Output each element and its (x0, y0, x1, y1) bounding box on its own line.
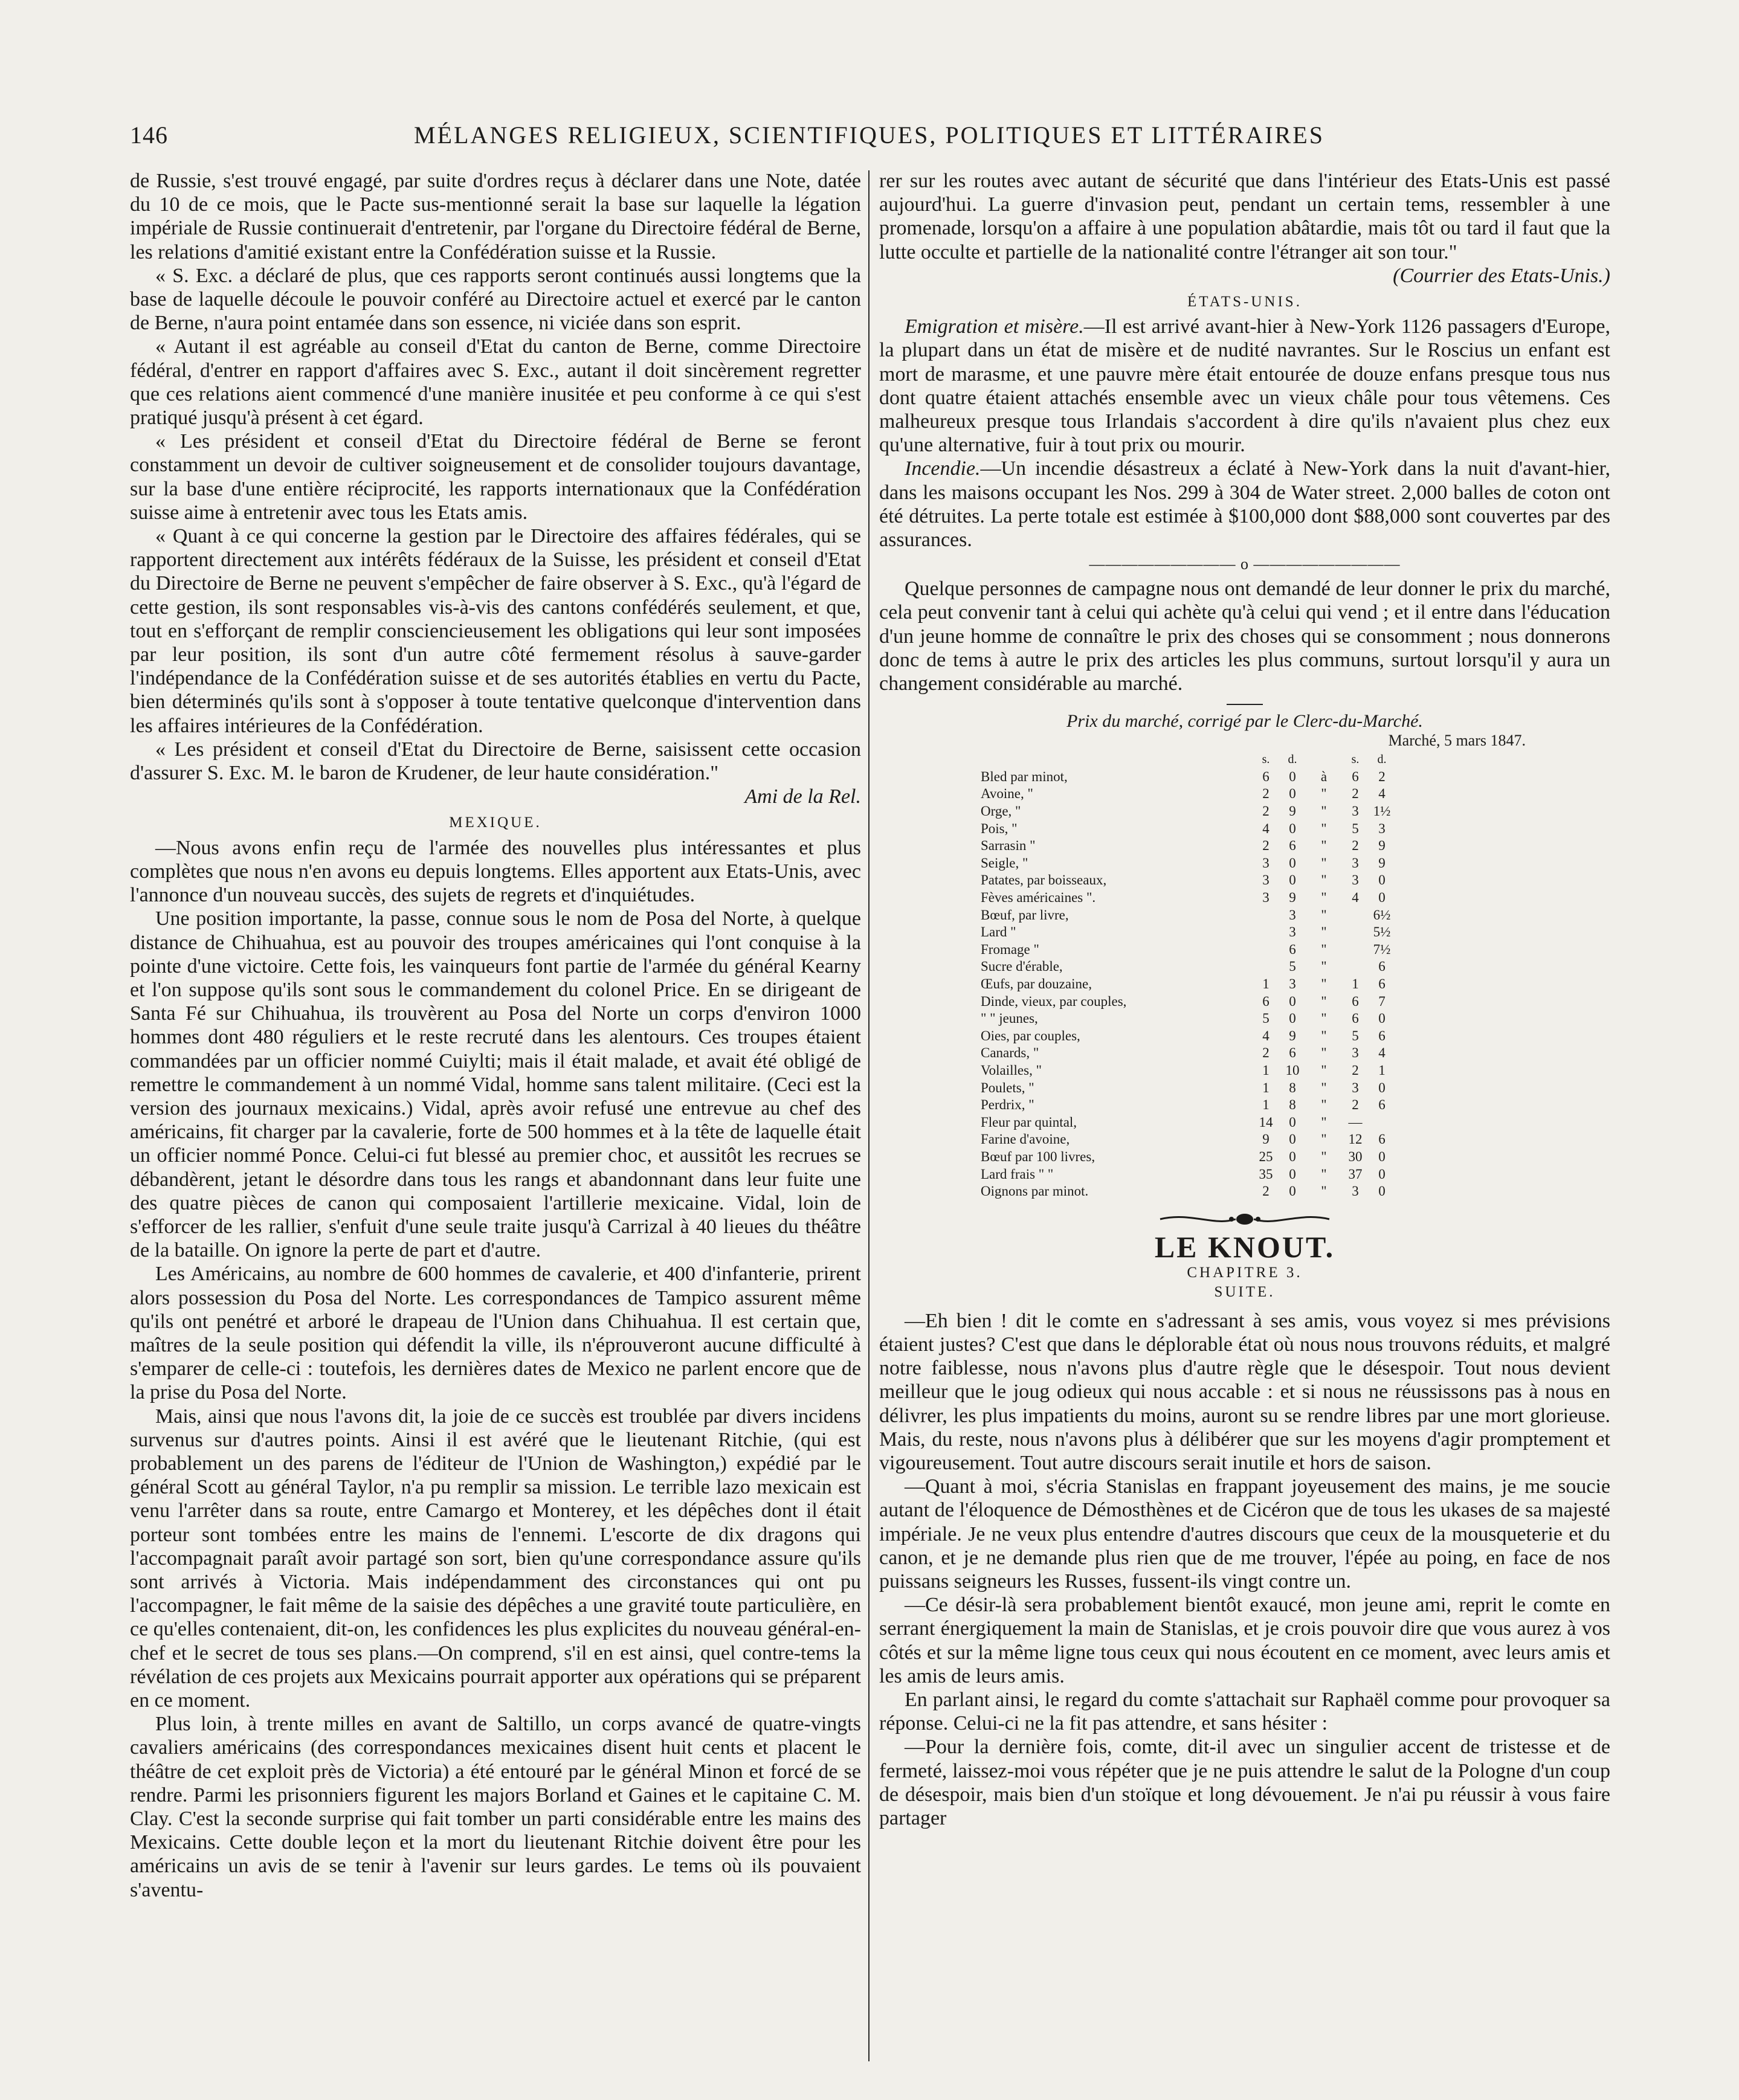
price-high-shillings: 6 (1352, 768, 1359, 784)
section-heading-mexique: MEXIQUE. (449, 814, 542, 831)
price-range-separator: " (1321, 890, 1327, 906)
price-range-separator: " (1321, 1080, 1327, 1095)
price-range-separator: " (1321, 804, 1327, 819)
running-head (130, 121, 1622, 157)
price-table-caption: Prix du marché, corrigé par le Clerc-du-Marché. (1066, 711, 1423, 732)
swiss-paragraph: « Autant il est agréable au conseil d'Etat du canton de Berne, comme Directoire fédéral, d'entrer en rapport d'affaires avec S. Exc., autant il doit sincèrement regretter que ces relations aient commencé d'une manière inusitée et peu conforme à ce qui s'est pratiqué jusqu'à présent à cet égard. (130, 335, 861, 430)
price-low-shillings: 2 (1262, 1184, 1270, 1199)
price-range-separator: " (1321, 924, 1327, 940)
fire-text: —Un incendie désastreux a éclaté à New-York dans la nuit d'avant-hier, dans les maisons occupant les Nos. 299 à 304 de Water street. 2,000 balles de coton ont été détruites. La perte totale est estimée à $100,000 dont $88,000 sont couvertes par des assurances. (879, 457, 1610, 552)
price-low-shillings: 25 (1259, 1148, 1273, 1164)
market-price-table (981, 751, 1395, 1200)
right-column (879, 169, 1610, 2072)
price-high-pence: 2 (1378, 768, 1386, 784)
price-low-pence: 9 (1289, 804, 1296, 819)
price-low-pence: 0 (1289, 768, 1296, 784)
price-row (981, 1062, 1395, 1080)
price-row (981, 889, 1395, 907)
price-low-pence: 0 (1289, 1132, 1296, 1147)
price-item: " " jeunes, (981, 1011, 1038, 1026)
price-table-date: Marché, 5 mars 1847. (1388, 732, 1526, 750)
price-high-shillings: 3 (1352, 1184, 1359, 1199)
fire-title: Incendie. (905, 457, 981, 480)
flourish-icon (1154, 1210, 1335, 1228)
price-high-shillings (1342, 958, 1369, 976)
price-low-shillings: 3 (1262, 872, 1270, 888)
price-low-pence: 0 (1289, 1114, 1296, 1130)
price-high-pence: 4 (1378, 1045, 1386, 1061)
price-high-pence: 6 (1378, 1132, 1386, 1147)
price-low-pence: 0 (1289, 786, 1296, 802)
story-paragraph: —Quant à moi, s'écria Stanislas en frappant joyeusement des mains, je me soucie autant de l'éloquence de Démosthènes et de Cicéron que de tous les ukases de sa majesté impériale. Je ne veux plus entendre d'autres discours que ceux de la mousqueterie et du canon, et je ne demande plus rien que de me trouver, l'épée au poing, en face de nos puissans seigneurs les Russes, fussent-ils vingt contre un. (879, 1475, 1610, 1593)
price-low-shillings: 1 (1262, 1097, 1270, 1113)
separator-mark: o (1241, 555, 1249, 573)
price-low-shillings: 1 (1262, 1080, 1270, 1095)
price-item: Lard " (981, 924, 1016, 940)
price-item: Sucre d'érable, (981, 959, 1063, 974)
price-high-shillings: 12 (1348, 1132, 1363, 1147)
price-row (981, 872, 1395, 889)
story-paragraph: —Eh bien ! dit le comte en s'adressant à ses amis, vous voyez si mes prévisions étaient justes? C'est que dans le déplorable état où nous nous trouvons réduits, et malgré notre faiblesse, nous n'avons plus d'autre règle que le désespoir. Tout nous devient meilleur que le joug odieux qui nous accable : et si nous ne réussissons pas à nous en délivrer, les plus impatients du moins, auront su se rendre libres par une mort glorieuse. Mais, du reste, nous n'avons plus à délibérer que sur les moyens d'agir promptement et vigoureusement. Tout autre discours serait inutile et hors de saison. (879, 1309, 1610, 1474)
price-item: Bœuf par 100 livres, (981, 1148, 1095, 1164)
price-row (981, 837, 1395, 855)
price-high-pence: 7½ (1373, 941, 1391, 957)
pence-header: d. (1377, 753, 1387, 767)
price-low-pence: 6 (1289, 1045, 1296, 1061)
price-low-shillings: 2 (1262, 804, 1270, 819)
mexico-paragraph: —Nous avons enfin reçu de l'armée des nouvelles plus intéressantes et plus complètes que nous n'en avons eu depuis longtems. Elles apportent aux Etats-Unis, avec l'annonce d'un nouveau succès, des sujets de regrets et d'inquiétudes. (130, 836, 861, 907)
source-signature: Ami de la Rel. (744, 785, 861, 808)
story-chapter: CHAPITRE 3. (1187, 1264, 1303, 1281)
price-range-separator: " (1321, 907, 1327, 923)
price-low-shillings: 2 (1262, 1045, 1270, 1061)
price-high-pence: 9 (1378, 838, 1386, 854)
price-range-separator: " (1321, 1166, 1327, 1182)
price-low-pence: 6 (1289, 941, 1296, 957)
price-low-pence: 5 (1289, 959, 1296, 974)
price-low-pence: 3 (1289, 907, 1296, 923)
price-range-separator: " (1321, 941, 1327, 957)
mexico-paragraph: Une position importante, la passe, connue sous le nom de Posa del Norte, à quelque distance de Chihuahua, est au pouvoir des troupes américaines qui l'ont conquise à la pointe d'une victoire. Cette fois, les vainqueurs font partie de l'armée du général Kearny et l'on suppose qu'ils sont sous le commandement du colonel Price. En se dirigeant de Santa Fé sur Chihuahua, ils trouvèrent au Posa del Norte un corps d'environ 1000 hommes dont 480 réguliers et le reste recruté dans les alentours. Ces troupes étaient commandées par un officier nommé Cuiylti; mais il était malade, et avait été obligé de remettre le commandement à un nommé Vidal, homme sans talent militaire. (Ceci est la version des journaux mexicains.) Vidal, après avoir refusé une entrevue au chef des américains, fit charger par la cavalerie, forte de 500 hommes et à la tête de laquelle était un officier nommé Ponce. Celui-ci fut blessé au premier choc, et aussitôt les recrues se débandèrent, jetant le désordre dans tous les rangs et abandonnant dans leur fuite une des quatre pièces de canon qui composaient l'artillerie mexicaine. Vidal, loin de s'efforcer de les rallier, s'enfuit d'une seule traite jusqu'à Carrizal à 40 lieues du théâtre de la bataille. On ignore la perte de part et d'autre. (130, 907, 861, 1262)
price-high-pence: 3 (1378, 820, 1386, 836)
price-row (981, 1166, 1395, 1184)
price-high-shillings: 3 (1352, 804, 1359, 819)
price-item: Bœuf, par livre, (981, 907, 1069, 923)
price-high-shillings: 5 (1352, 1028, 1359, 1043)
swiss-paragraph: « Quant à ce qui concerne la gestion par le Directoire des affaires fédérales, qui se rapportent directement aux intérêts fédéraux de la Suisse, les président et conseil d'Etat du Directoire de Berne ne peuvent s'empêcher de faire observer à S. Exc., qu'à l'égard de cette gestion, ils sont responsables vis-à-vis des cantons confédérés seulement, et que, tout en s'efforçant de remplir consciencieusement les obligations qui leur sont imposées par leur position, ils sont d'un autre côté fermement résolus à sauve-garder l'indépendance de la Confédération suisse et de ses autorités établies en vertu du Pacte, bien déterminés qu'ils sont à s'opposer à toute tentative quelconque d'intervention dans les affaires intérieures de la Confédération. (130, 525, 861, 737)
price-item: Œufs, par douzaine, (981, 976, 1092, 991)
price-high-shillings: 3 (1352, 1045, 1359, 1061)
price-low-pence: 9 (1289, 1028, 1296, 1043)
price-row (981, 1080, 1395, 1097)
price-high-shillings: 3 (1352, 1080, 1359, 1095)
price-row (981, 820, 1395, 838)
price-range-separator: " (1321, 1184, 1327, 1199)
fire-paragraph (879, 457, 1610, 552)
price-high-shillings (1342, 907, 1369, 924)
publication-title: MÉLANGES RELIGIEUX, SCIENTIFIQUES, POLITIQUES ET LITTÉRAIRES (414, 121, 1324, 149)
price-row (981, 1028, 1395, 1045)
price-low-pence: 3 (1289, 924, 1296, 940)
price-item: Farine d'avoine, (981, 1132, 1070, 1147)
short-rule (1227, 704, 1263, 705)
price-row (981, 803, 1395, 820)
price-item: Sarrasin " (981, 838, 1036, 854)
price-row (981, 993, 1395, 1011)
mexico-paragraph: Plus loin, à trente milles en avant de Saltillo, un corps avancé de quatre-vingts cavaliers américains (des correspondances mexicaines disent huit cents et placent le théâtre de cet exploit près de Victoria) a été entouré par le général Minon et forcé de se rendre. Parmi les prisonniers figurent les majors Borland et Gaines et le capitaine C. M. Clay. C'est la seconde surprise qui fait tomber un parti considérable entre les mains des Mexicains. Cette double leçon et la mort du lieutenant Ritchie doivent être pour les américains un avis de se tenir à l'avenir sur leurs gardes. Le tems où ils pouvaient s'aventu- (130, 1713, 861, 1901)
story-suite: SUITE. (1214, 1283, 1276, 1300)
price-low-shillings: 35 (1259, 1166, 1273, 1182)
price-low-shillings: 1 (1262, 1062, 1270, 1078)
price-row (981, 1114, 1395, 1132)
price-high-pence: 6 (1378, 1028, 1386, 1043)
price-high-shillings: 3 (1352, 872, 1359, 888)
price-low-pence: 0 (1289, 993, 1296, 1009)
price-low-shillings (1253, 907, 1279, 924)
price-item: Dinde, vieux, par couples, (981, 993, 1127, 1009)
price-item: Pois, " (981, 820, 1018, 836)
price-high-shillings (1342, 924, 1369, 941)
price-range-separator: " (1321, 1114, 1327, 1130)
price-item: Orge, " (981, 804, 1021, 819)
price-high-pence: 6 (1378, 959, 1386, 974)
price-high-pence: 1½ (1373, 804, 1391, 819)
price-item: Oies, par couples, (981, 1028, 1080, 1043)
price-high-shillings: 2 (1352, 838, 1359, 854)
swiss-paragraph: « Les président et conseil d'Etat du Directoire fédéral de Berne se feront constamment un devoir de cultiver soigneusement et de consolider toujours davantage, sur la base d'une entière réciprocité, les rapports internationaux que la Confédération suisse aime à entretenir avec tous les Etats amis. (130, 430, 861, 524)
price-low-pence: 10 (1285, 1062, 1300, 1078)
price-high-pence: 6 (1378, 1097, 1386, 1113)
price-low-shillings: 1 (1262, 976, 1270, 991)
price-high-shillings: 30 (1348, 1148, 1363, 1164)
price-row (981, 768, 1395, 786)
swiss-paragraph: « Les président et conseil d'Etat du Directoire de Berne, saisissent cette occasion d'assurer S. Exc. M. le baron de Krudener, de leur haute considération." (130, 738, 861, 785)
price-low-pence: 8 (1289, 1080, 1296, 1095)
market-intro-paragraph: Quelque personnes de campagne nous ont demandé de leur donner le prix du marché, cela peut convenir tant à celui qui achète qu'à celui qui vend ; et il entre dans l'éducation d'un jeune homme de connaître le prix des choses qui se consomment ; nous donnerons donc de tems à autre le prix des articles les plus communs, surtout lorsqu'il y aura un changement considérable au marché. (879, 578, 1610, 695)
price-high-pence: 6½ (1373, 907, 1391, 923)
price-high-pence: 9 (1378, 855, 1386, 871)
price-item: Lard frais " " (981, 1166, 1054, 1182)
price-high-pence: 7 (1378, 993, 1386, 1009)
price-item: Seigle, " (981, 855, 1028, 871)
price-row (981, 941, 1395, 959)
price-high-pence: 0 (1378, 872, 1386, 888)
emigration-title: Emigration et misère. (905, 315, 1084, 338)
price-range-separator: " (1321, 820, 1327, 836)
price-low-shillings: 3 (1262, 890, 1270, 906)
section-heading-etats-unis: ÉTATS-UNIS. (1187, 294, 1302, 311)
price-row (981, 1183, 1395, 1200)
story-title: LE KNOUT. (1154, 1229, 1335, 1264)
price-low-shillings: 5 (1262, 1011, 1270, 1026)
price-row (981, 855, 1395, 872)
story-paragraph: —Ce désir-là sera probablement bientôt exaucé, mon jeune ami, reprit le comte en serrant énergiquement la main de Stanislas, et je crois pouvoir dire que vous aurez à vos côtés et sur la même ligne tous ceux qui nous écoutent en ce moment, avec leurs amis et les amis de leurs amis. (879, 1594, 1610, 1687)
price-range-separator: " (1321, 959, 1327, 974)
price-high-shillings: 6 (1352, 1011, 1359, 1026)
price-high-shillings: 2 (1352, 1097, 1359, 1113)
swiss-paragraph: de Russie, s'est trouvé engagé, par suite d'ordres reçus à déclarer dans une Note, datée du 10 de ce mois, que le Pacte sus-mentionné serait la base sur laquelle la légation impériale de Russie continuerait d'entretenir, par l'organe du Directoire fédéral de Berne, les relations d'amitié existant entre la Confédération suisse et la Russie. (130, 170, 861, 263)
price-low-shillings: 6 (1262, 768, 1270, 784)
price-high-shillings: — (1348, 1114, 1363, 1130)
price-low-pence: 8 (1289, 1097, 1296, 1113)
price-low-pence: 0 (1289, 1011, 1296, 1026)
mexico-paragraph: Les Américains, au nombre de 600 hommes de cavalerie, et 400 d'infanterie, prirent alors possession du Posa del Norte. Les correspondances de Tampico assurent même qu'ils ont penétré et arboré le drapeau de l'Union dans Chihuahua. Il est certain que, maîtres de la seule position qui défendit la ville, ils n'éprouveront aucune difficulté à s'emparer de celle-ci : toutefois, les dernières dates de Mexico ne parlent encore que de la prise du Posa del Norte. (130, 1263, 861, 1404)
left-column (130, 169, 861, 2072)
price-item: Fromage " (981, 941, 1039, 957)
price-low-shillings: 4 (1262, 1028, 1270, 1043)
price-range-separator: " (1321, 1132, 1327, 1147)
price-row (981, 976, 1395, 993)
price-row (981, 1045, 1395, 1062)
price-row (981, 924, 1395, 941)
price-high-shillings: 6 (1352, 993, 1359, 1009)
story-paragraph: En parlant ainsi, le regard du comte s'attachait sur Raphaël comme pour provoquer sa réponse. Celui-ci ne la fit pas attendre, et sans hésiter : (879, 1688, 1610, 1735)
price-item: Volailles, " (981, 1062, 1042, 1078)
continued-paragraph: rer sur les routes avec autant de sécurité que dans l'intérieur des Etats-Unis est passé aujourd'hui. La guerre d'invasion peut, pendant un certain tems, ressembler à une promenade, lorsqu'on a affaire à une population abâtardie, mais tôt ou tard il faut que la lutte occulte et partielle de la nationalité contre l'étranger ait son tour." (879, 170, 1610, 263)
shilling-header: s. (1351, 753, 1360, 767)
price-range-separator: " (1321, 1148, 1327, 1164)
price-low-pence: 0 (1289, 820, 1296, 836)
price-row (981, 785, 1395, 803)
price-low-pence: 0 (1289, 855, 1296, 871)
story-paragraph: —Pour la dernière fois, comte, dit-il avec un singulier accent de tristesse et de fermeté, laissez-moi vous répéter que je ne puis attendre le salut de la Pologne d'un coup de désespoir, mais bien d'un stoïque et long dévouement. Je n'ai pu réussir à vous faire partager (879, 1736, 1610, 1829)
price-low-shillings: 9 (1262, 1132, 1270, 1147)
shilling-header: s. (1262, 753, 1270, 767)
price-row (981, 907, 1395, 924)
price-high-pence: 0 (1378, 1148, 1386, 1164)
price-range-separator: " (1321, 838, 1327, 854)
price-item: Perdrix, " (981, 1097, 1034, 1113)
price-range-separator: " (1321, 993, 1327, 1009)
price-high-shillings (1342, 941, 1369, 959)
pence-header: d. (1288, 753, 1297, 767)
price-low-pence: 6 (1289, 838, 1296, 854)
price-high-pence: 0 (1378, 1080, 1386, 1095)
source-signature: (Courrier des Etats-Unis.) (1393, 264, 1610, 287)
price-high-pence: 0 (1378, 1011, 1386, 1026)
price-range-separator: " (1321, 855, 1327, 871)
price-high-shillings: 5 (1352, 820, 1359, 836)
section-separator: ————————— o ————————— (1089, 555, 1401, 573)
emigration-paragraph (879, 315, 1610, 457)
price-high-shillings: 2 (1352, 786, 1359, 802)
price-low-shillings (1253, 958, 1279, 976)
price-low-pence: 0 (1289, 1148, 1296, 1164)
price-low-pence: 0 (1289, 1166, 1296, 1182)
price-range-separator: à (1320, 768, 1328, 784)
price-low-pence: 0 (1289, 1184, 1296, 1199)
price-row (981, 958, 1395, 976)
price-row (981, 1010, 1395, 1028)
price-range-separator: " (1321, 1028, 1327, 1043)
price-table-header (981, 751, 1395, 768)
decorative-ornament (879, 1210, 1610, 1228)
price-low-shillings: 6 (1262, 993, 1270, 1009)
price-low-shillings: 2 (1262, 838, 1270, 854)
price-item: Fèves américaines ". (981, 890, 1096, 906)
price-low-shillings (1253, 941, 1279, 959)
price-low-pence: 9 (1289, 890, 1296, 906)
price-low-pence: 3 (1289, 976, 1296, 991)
price-item: Canards, " (981, 1045, 1039, 1061)
price-item: Avoine, " (981, 786, 1033, 802)
price-high-pence: 6 (1378, 976, 1386, 991)
price-high-pence: 0 (1378, 1184, 1386, 1199)
price-high-pence: 5½ (1373, 924, 1391, 940)
price-item: Fleur par quintal, (981, 1114, 1077, 1130)
price-table-body (981, 768, 1395, 1200)
price-range-separator: " (1321, 1045, 1327, 1061)
price-high-shillings: 3 (1352, 855, 1359, 871)
price-low-shillings: 2 (1262, 786, 1270, 802)
price-high-pence: 0 (1378, 1166, 1386, 1182)
price-low-pence: 0 (1289, 872, 1296, 888)
price-high-shillings: 4 (1352, 890, 1359, 906)
price-range-separator: " (1321, 1011, 1327, 1026)
column-divider (868, 170, 870, 2061)
price-item: Patates, par boisseaux, (981, 872, 1107, 888)
price-low-shillings: 14 (1259, 1114, 1273, 1130)
price-row (981, 1097, 1395, 1114)
price-item: Bled par minot, (981, 768, 1068, 784)
price-row (981, 1131, 1395, 1148)
price-range-separator: " (1321, 1062, 1327, 1078)
price-row (981, 1148, 1395, 1166)
price-low-shillings: 3 (1262, 855, 1270, 871)
price-range-separator: " (1321, 976, 1327, 991)
mexico-paragraph: Mais, ainsi que nous l'avons dit, la joie de ce succès est troublée par divers incidens survenus sur d'autres points. Ainsi il est avéré que le lieutenant Ritchie, (qui est probablement un des parens de l'éditeur de l'Union de Washington,) expédié par le général Scott au général Taylor, n'a pu remplir sa mission. Le terrible lazo mexicain est venu l'arrêter dans sa route, entre Camargo et Monterey, et les dépêches dont il était porteur sont tombées entre les mains de l'ennemi. L'escorte de dix dragons qui l'accompagnait paraît avoir partagé son sort, bien qu'une correspondance assure qu'ils sont arrivés à Victoria. Mais indépendamment des circonstances qui ont pu l'accompagner, le fait même de la saisie des dépêches a une gravité toute particulière, en ce qu'elles contenaient, dit-on, les confidences les plus explicites du nouveau général-en-chef et le secret de tous ses plans.—On comprend, s'il en est ainsi, quel contre-tems la révélation de ces projets aux Mexicains pourrait apporter aux opérations qui se préparent en ce moment. (130, 1405, 861, 1712)
price-low-shillings (1253, 924, 1279, 941)
price-high-pence: 0 (1378, 890, 1386, 906)
page-number: 146 (130, 121, 168, 149)
price-low-shillings: 4 (1262, 820, 1270, 836)
price-high-shillings: 1 (1352, 976, 1359, 991)
price-range-separator: " (1321, 1097, 1327, 1113)
price-high-pence (1369, 1114, 1395, 1132)
swiss-paragraph: « S. Exc. a déclaré de plus, que ces rapports seront continués aussi longtems que la base de laquelle découle le pouvoir conféré au Directoire actuel et exercé par le canton de Berne, n'aura point entamée dans son essence, ni viciée dans son esprit. (130, 264, 861, 335)
price-item: Poulets, " (981, 1080, 1034, 1095)
price-item: Oignons par minot. (981, 1184, 1089, 1199)
price-range-separator: " (1321, 872, 1327, 888)
price-high-shillings: 2 (1352, 1062, 1359, 1078)
price-range-separator: " (1321, 786, 1327, 802)
emigration-text: —Il est arrivé avant-hier à New-York 1126 passagers d'Europe, la plupart dans un état de misère et de nudité navrantes. Sur le Roscius un enfant est mort de marasme, et une pauvre mère était entourée de douze enfans presque tous nus dont quatre étaient attachés ensemble avec un vieux châle pour tous vêtemens. Ces malheureux presque tous Irlandais s'accordent à dire qu'ils n'avaient plus chez eux qu'une alternative, fuir à tout prix ou mourir. (879, 315, 1610, 457)
price-high-shillings: 37 (1348, 1166, 1363, 1182)
price-high-pence: 4 (1378, 786, 1386, 802)
price-high-pence: 1 (1378, 1062, 1386, 1078)
